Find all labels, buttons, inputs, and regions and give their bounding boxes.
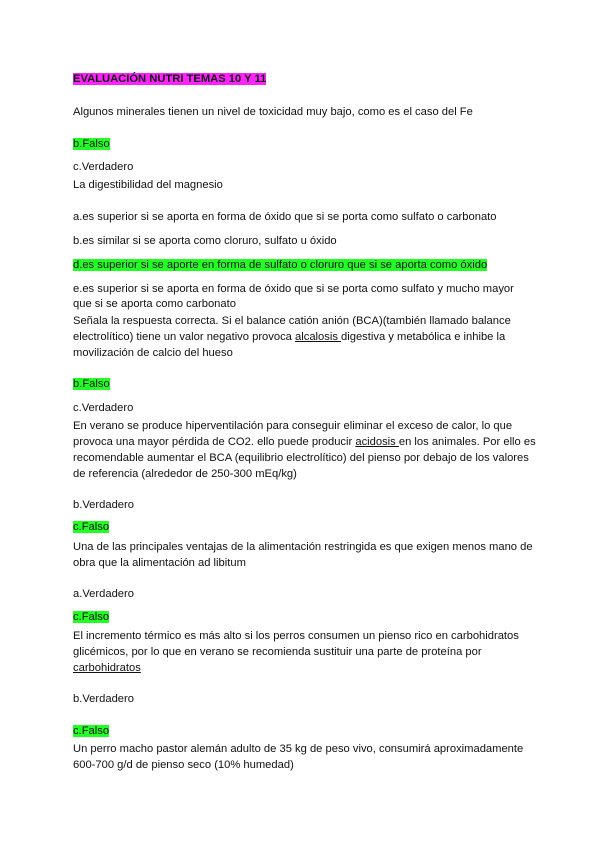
question-3-line3: movilización de calcio del hueso (73, 347, 233, 359)
answer-5-a: a.Verdadero (73, 588, 134, 600)
question-2: La digestibilidad del magnesio (73, 179, 223, 191)
answer-1-c: c.Verdadero (73, 161, 134, 173)
answer-3-c: c.Verdadero (73, 402, 134, 414)
answer-4-b: b.Verdadero (73, 499, 134, 511)
document-title: EVALUACIÓN NUTRI TEMAS 10 Y 11 (73, 73, 267, 85)
question-5-line1: Una de las principales ventajas de la alimentación restringida es que exigen menos mano de (73, 541, 533, 553)
answer-2-e-line1: e.es superior si se aporta en forma de óxido que si se porta como sulfato y mucho mayor (73, 283, 514, 295)
question-1: Algunos minerales tienen un nivel de toxicidad muy bajo, como es el caso del Fe (73, 106, 473, 118)
answer-2-b: b.es similar si se aporta como cloruro, sulfato u óxido (73, 235, 337, 247)
underlined-term-acidosis: acidosis (355, 436, 399, 448)
question-3-line1: Señala la respuesta correcta. Si el balance catión anión (BCA)(también llamado balance (73, 315, 511, 327)
question-4-line2: provoca una mayor pérdida de CO2. ello puede producir acidosis en los animales. Por ello es (73, 436, 536, 448)
answer-5-c: c.Falso (73, 611, 110, 623)
answer-1-b: b.Falso (73, 138, 110, 150)
underlined-term-alcalosis: alcalosis (295, 331, 342, 343)
answer-4-c: c.Falso (73, 521, 110, 533)
question-6-line1: El incremento térmico es más alto si los perros consumen un pienso rico en carbohidratos (73, 630, 519, 642)
question-4-line4: de referencia (alrededor de 250-300 mEq/kg) (73, 468, 297, 480)
question-4-line3: recomendable aumentar el BCA (equilibrio electrolítico) del pienso por debajo de los valores (73, 452, 529, 464)
question-4-line1: En verano se produce hiperventilación para conseguir eliminar el exceso de calor, lo que (73, 420, 513, 432)
answer-2-a: a.es superior si se aporta en forma de óxido que si se porta como sulfato o carbonato (73, 211, 497, 223)
answer-6-b: b.Verdadero (73, 693, 134, 705)
question-3-line2: electrolítico) tiene un valor negativo provoca alcalosis digestiva y metabólica e inhibe la (73, 331, 506, 343)
question-6-line2: glicémicos, por lo que en verano se recomienda sustituir una parte de proteína por (73, 646, 482, 658)
question-6-line3: carbohidratos (73, 662, 141, 674)
answer-3-b: b.Falso (73, 378, 110, 390)
question-5-line2: obra que la alimentación ad libitum (73, 557, 246, 569)
question-7-line2: 600-700 g/d de pienso seco (10% humedad) (73, 759, 294, 771)
answer-2-e-line2: que si se aporta como carbonato (73, 298, 236, 310)
answer-2-d: d.es superior si se aporte en forma de sulfato o cloruro que si se aporta como óxido (73, 259, 488, 271)
answer-6-c: c.Falso (73, 725, 110, 737)
question-7-line1: Un perro macho pastor alemán adulto de 35 kg de peso vivo, consumirá aproximadamente (73, 743, 524, 755)
